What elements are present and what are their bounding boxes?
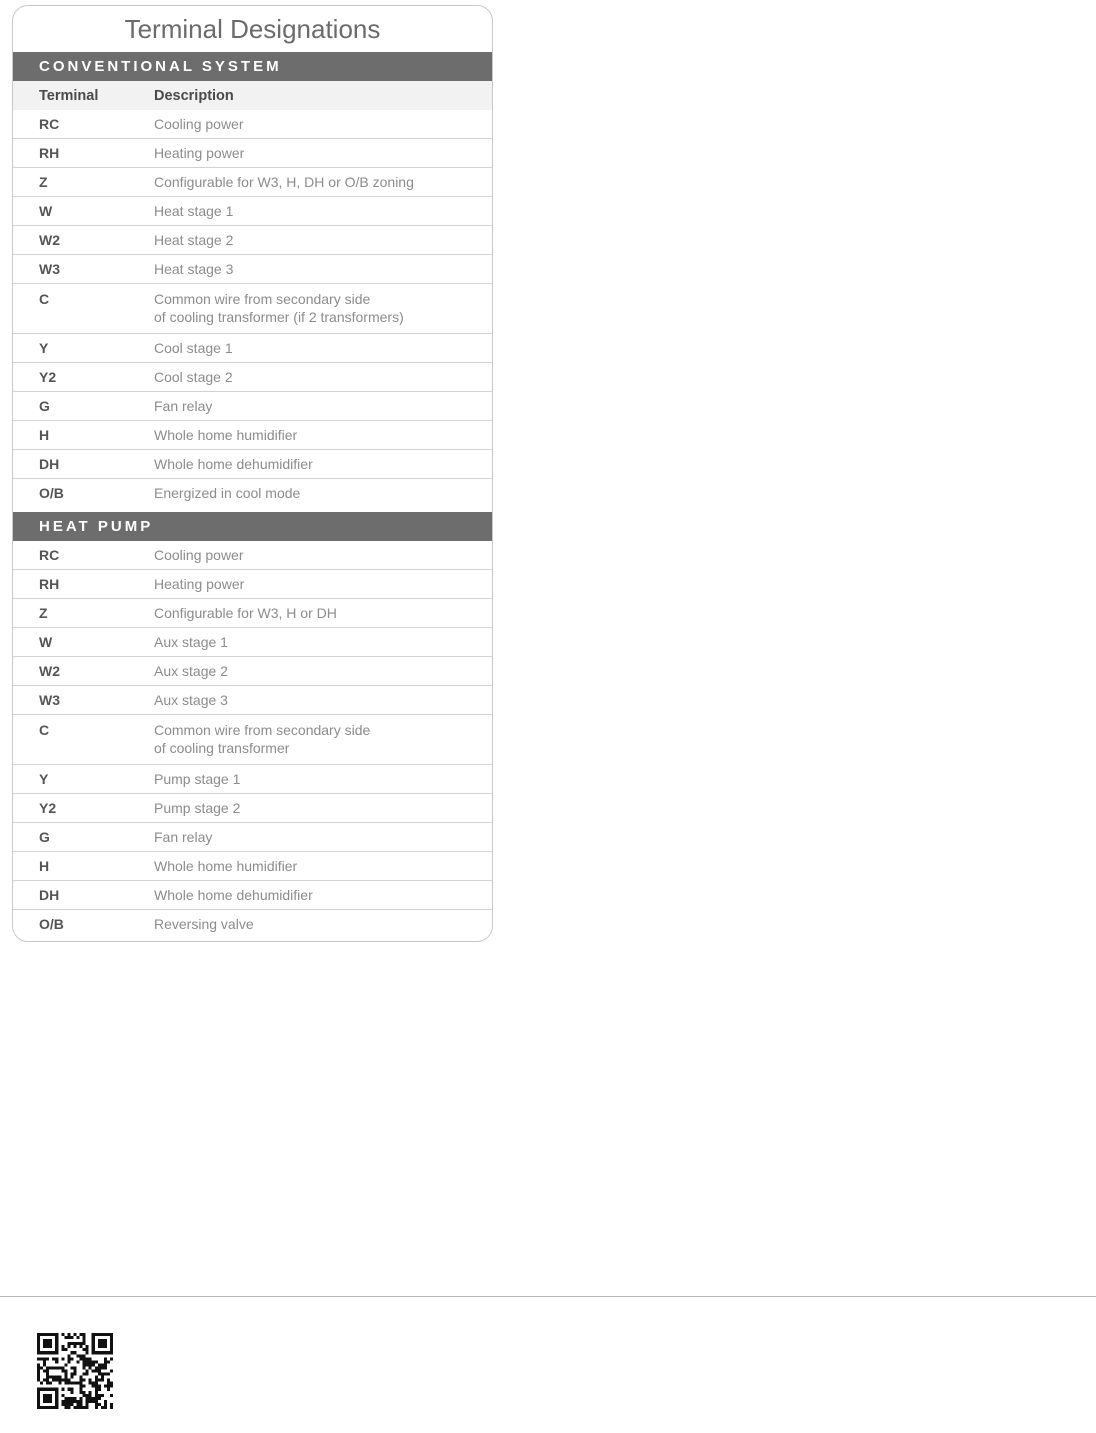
terminal-cell: C <box>39 722 50 738</box>
table-row <box>13 334 492 363</box>
heat-pump-header: HEAT PUMP <box>13 512 492 541</box>
terminal-cell: RH <box>39 145 60 161</box>
description-cell: Heat stage 2 <box>154 232 234 248</box>
terminal-cell: Y2 <box>39 800 57 816</box>
terminal-cell: RC <box>39 116 60 132</box>
description-cell: Cooling power <box>154 116 244 132</box>
table-row <box>13 284 492 334</box>
table-row <box>13 363 492 392</box>
terminal-cell: Z <box>39 605 48 621</box>
description-cell: Aux stage 2 <box>154 663 228 679</box>
description-cell: Cool stage 2 <box>154 369 233 385</box>
table-row <box>13 197 492 226</box>
terminal-cell: G <box>39 398 50 414</box>
description-cell: Whole home humidifier <box>154 427 298 443</box>
terminal-cell: RC <box>39 547 60 563</box>
heat-pump-rows <box>13 541 492 939</box>
page-title: Terminal Designations <box>124 14 381 44</box>
table-row <box>13 392 492 421</box>
description-cell: Pump stage 1 <box>154 771 241 787</box>
table-row <box>13 139 492 168</box>
table-row <box>13 110 492 139</box>
description-cell: Whole home humidifier <box>154 858 298 874</box>
table-row <box>13 226 492 255</box>
description-cell: Aux stage 1 <box>154 634 228 650</box>
description-cell: Whole home dehumidifier <box>154 887 313 903</box>
description-cell: Fan relay <box>154 398 213 414</box>
description-cell: Cooling power <box>154 547 244 563</box>
terminal-cell: Z <box>39 174 48 190</box>
terminal-cell: G <box>39 829 50 845</box>
table-row <box>13 421 492 450</box>
table-row <box>13 852 492 881</box>
terminal-cell: H <box>39 427 50 443</box>
table-row <box>13 168 492 197</box>
description-cell: Common wire from secondary side of cooling transformer <box>154 722 371 756</box>
terminal-designations-card <box>12 5 493 942</box>
description-cell: Heat stage 1 <box>154 203 234 219</box>
table-row <box>13 628 492 657</box>
description-cell: Heat stage 3 <box>154 261 234 277</box>
terminal-cell: O/B <box>39 916 64 932</box>
table-row <box>13 881 492 910</box>
conventional-system-header: CONVENTIONAL SYSTEM <box>13 52 492 81</box>
terminal-cell: W3 <box>39 692 60 708</box>
terminal-cell: DH <box>39 456 60 472</box>
table-row <box>13 715 492 765</box>
table-row <box>13 794 492 823</box>
terminal-cell: H <box>39 858 50 874</box>
table-row <box>13 686 492 715</box>
table-row <box>13 765 492 794</box>
terminal-cell: DH <box>39 887 60 903</box>
description-cell: Heating power <box>154 145 245 161</box>
table-row <box>13 450 492 479</box>
terminal-cell: Y <box>39 340 49 356</box>
terminal-cell: W2 <box>39 663 60 679</box>
terminal-cell: O/B <box>39 485 64 501</box>
description-cell: Common wire from secondary side of cooling transformer (if 2 transformers) <box>154 291 404 325</box>
conventional-rows <box>13 110 492 508</box>
terminal-cell: W <box>39 634 53 650</box>
table-row <box>13 255 492 284</box>
description-cell: Configurable for W3, H or DH <box>154 605 337 621</box>
qr-code-icon <box>37 1333 113 1409</box>
terminal-cell: W2 <box>39 232 60 248</box>
description-column-header: Description <box>154 88 234 104</box>
terminal-cell: Y2 <box>39 369 57 385</box>
terminal-cell: Y <box>39 771 49 787</box>
description-cell: Aux stage 3 <box>154 692 228 708</box>
terminal-cell: W3 <box>39 261 60 277</box>
description-cell: Heating power <box>154 576 245 592</box>
table-row <box>13 599 492 628</box>
table-row <box>13 657 492 686</box>
terminal-cell: C <box>39 291 50 307</box>
table-row <box>13 910 492 939</box>
description-cell: Pump stage 2 <box>154 800 241 816</box>
table-row <box>13 823 492 852</box>
description-cell: Cool stage 1 <box>154 340 233 356</box>
table-row <box>13 541 492 570</box>
description-cell: Configurable for W3, H, DH or O/B zoning <box>154 174 414 190</box>
description-cell: Energized in cool mode <box>154 485 301 501</box>
terminal-column-header: Terminal <box>39 88 99 104</box>
terminal-cell: W <box>39 203 53 219</box>
description-cell: Reversing valve <box>154 916 254 932</box>
description-cell: Fan relay <box>154 829 213 845</box>
terminal-cell: RH <box>39 576 60 592</box>
table-row <box>13 479 492 508</box>
table-row <box>13 570 492 599</box>
footer-divider <box>0 1296 1096 1297</box>
column-headers <box>13 81 492 110</box>
description-cell: Whole home dehumidifier <box>154 456 313 472</box>
